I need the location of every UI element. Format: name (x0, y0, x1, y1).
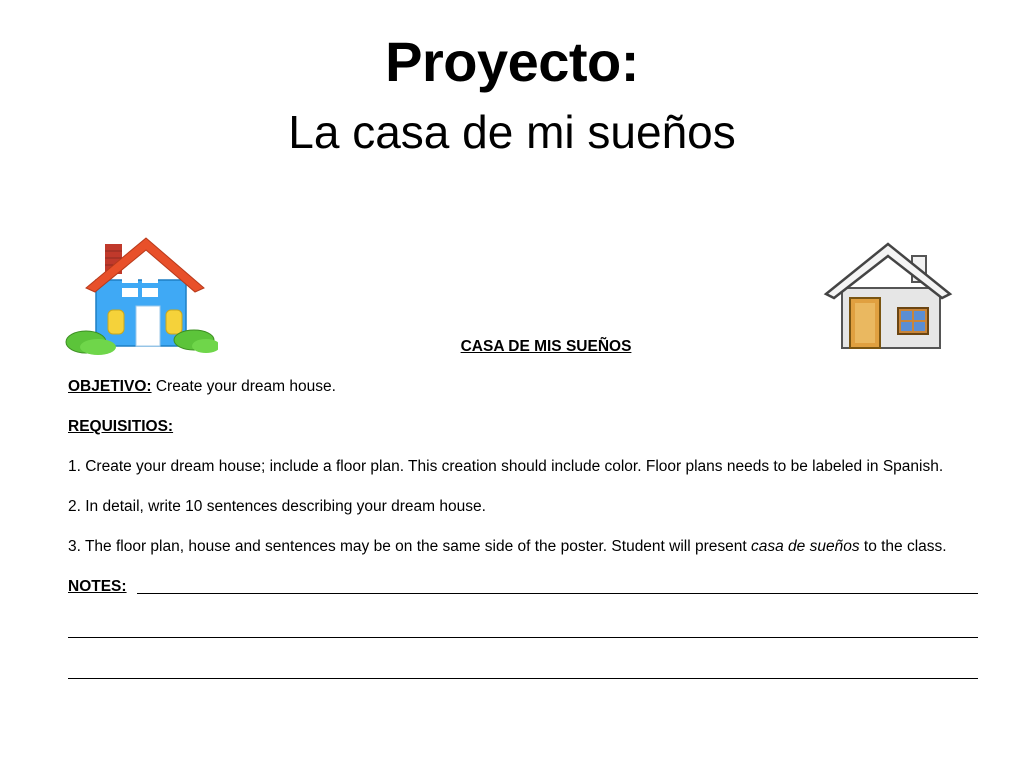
title-block (0, 28, 1024, 162)
requisitos-paragraph (68, 416, 978, 437)
page-title: Proyecto: (385, 30, 639, 93)
requirement-3-text-end: to the class. (859, 538, 947, 555)
requirement-3-italic: casa de sueños (751, 538, 860, 555)
notes-blank-line-3 (68, 657, 978, 679)
notes-blank-line-2 (68, 616, 978, 638)
requisitos-label: REQUISITIOS: (68, 418, 174, 435)
notes-row (68, 576, 978, 597)
requirement-1: 1. Create your dream house; include a floor plan. This creation should include color. Floor plans needs to be labeled in Spanish. (68, 458, 944, 475)
document-heading: CASA DE MIS SUEÑOS (460, 338, 632, 355)
requirement-3 (68, 536, 978, 557)
requirement-3-text-start: 3. The floor plan, house and sentences may be on the same side of the poster. Student will present (68, 538, 751, 555)
notes-blank-line (137, 577, 978, 594)
page-subtitle: La casa de mi sueños (288, 106, 736, 158)
requirement-2: 2. In detail, write 10 sentences describing your dream house. (68, 498, 486, 515)
assignment-document (68, 336, 978, 698)
objetivo-label: OBJETIVO: (68, 378, 152, 395)
objetivo-text: Create your dream house. (151, 378, 336, 395)
objetivo-paragraph (68, 376, 978, 397)
notes-label: NOTES: (68, 578, 127, 595)
